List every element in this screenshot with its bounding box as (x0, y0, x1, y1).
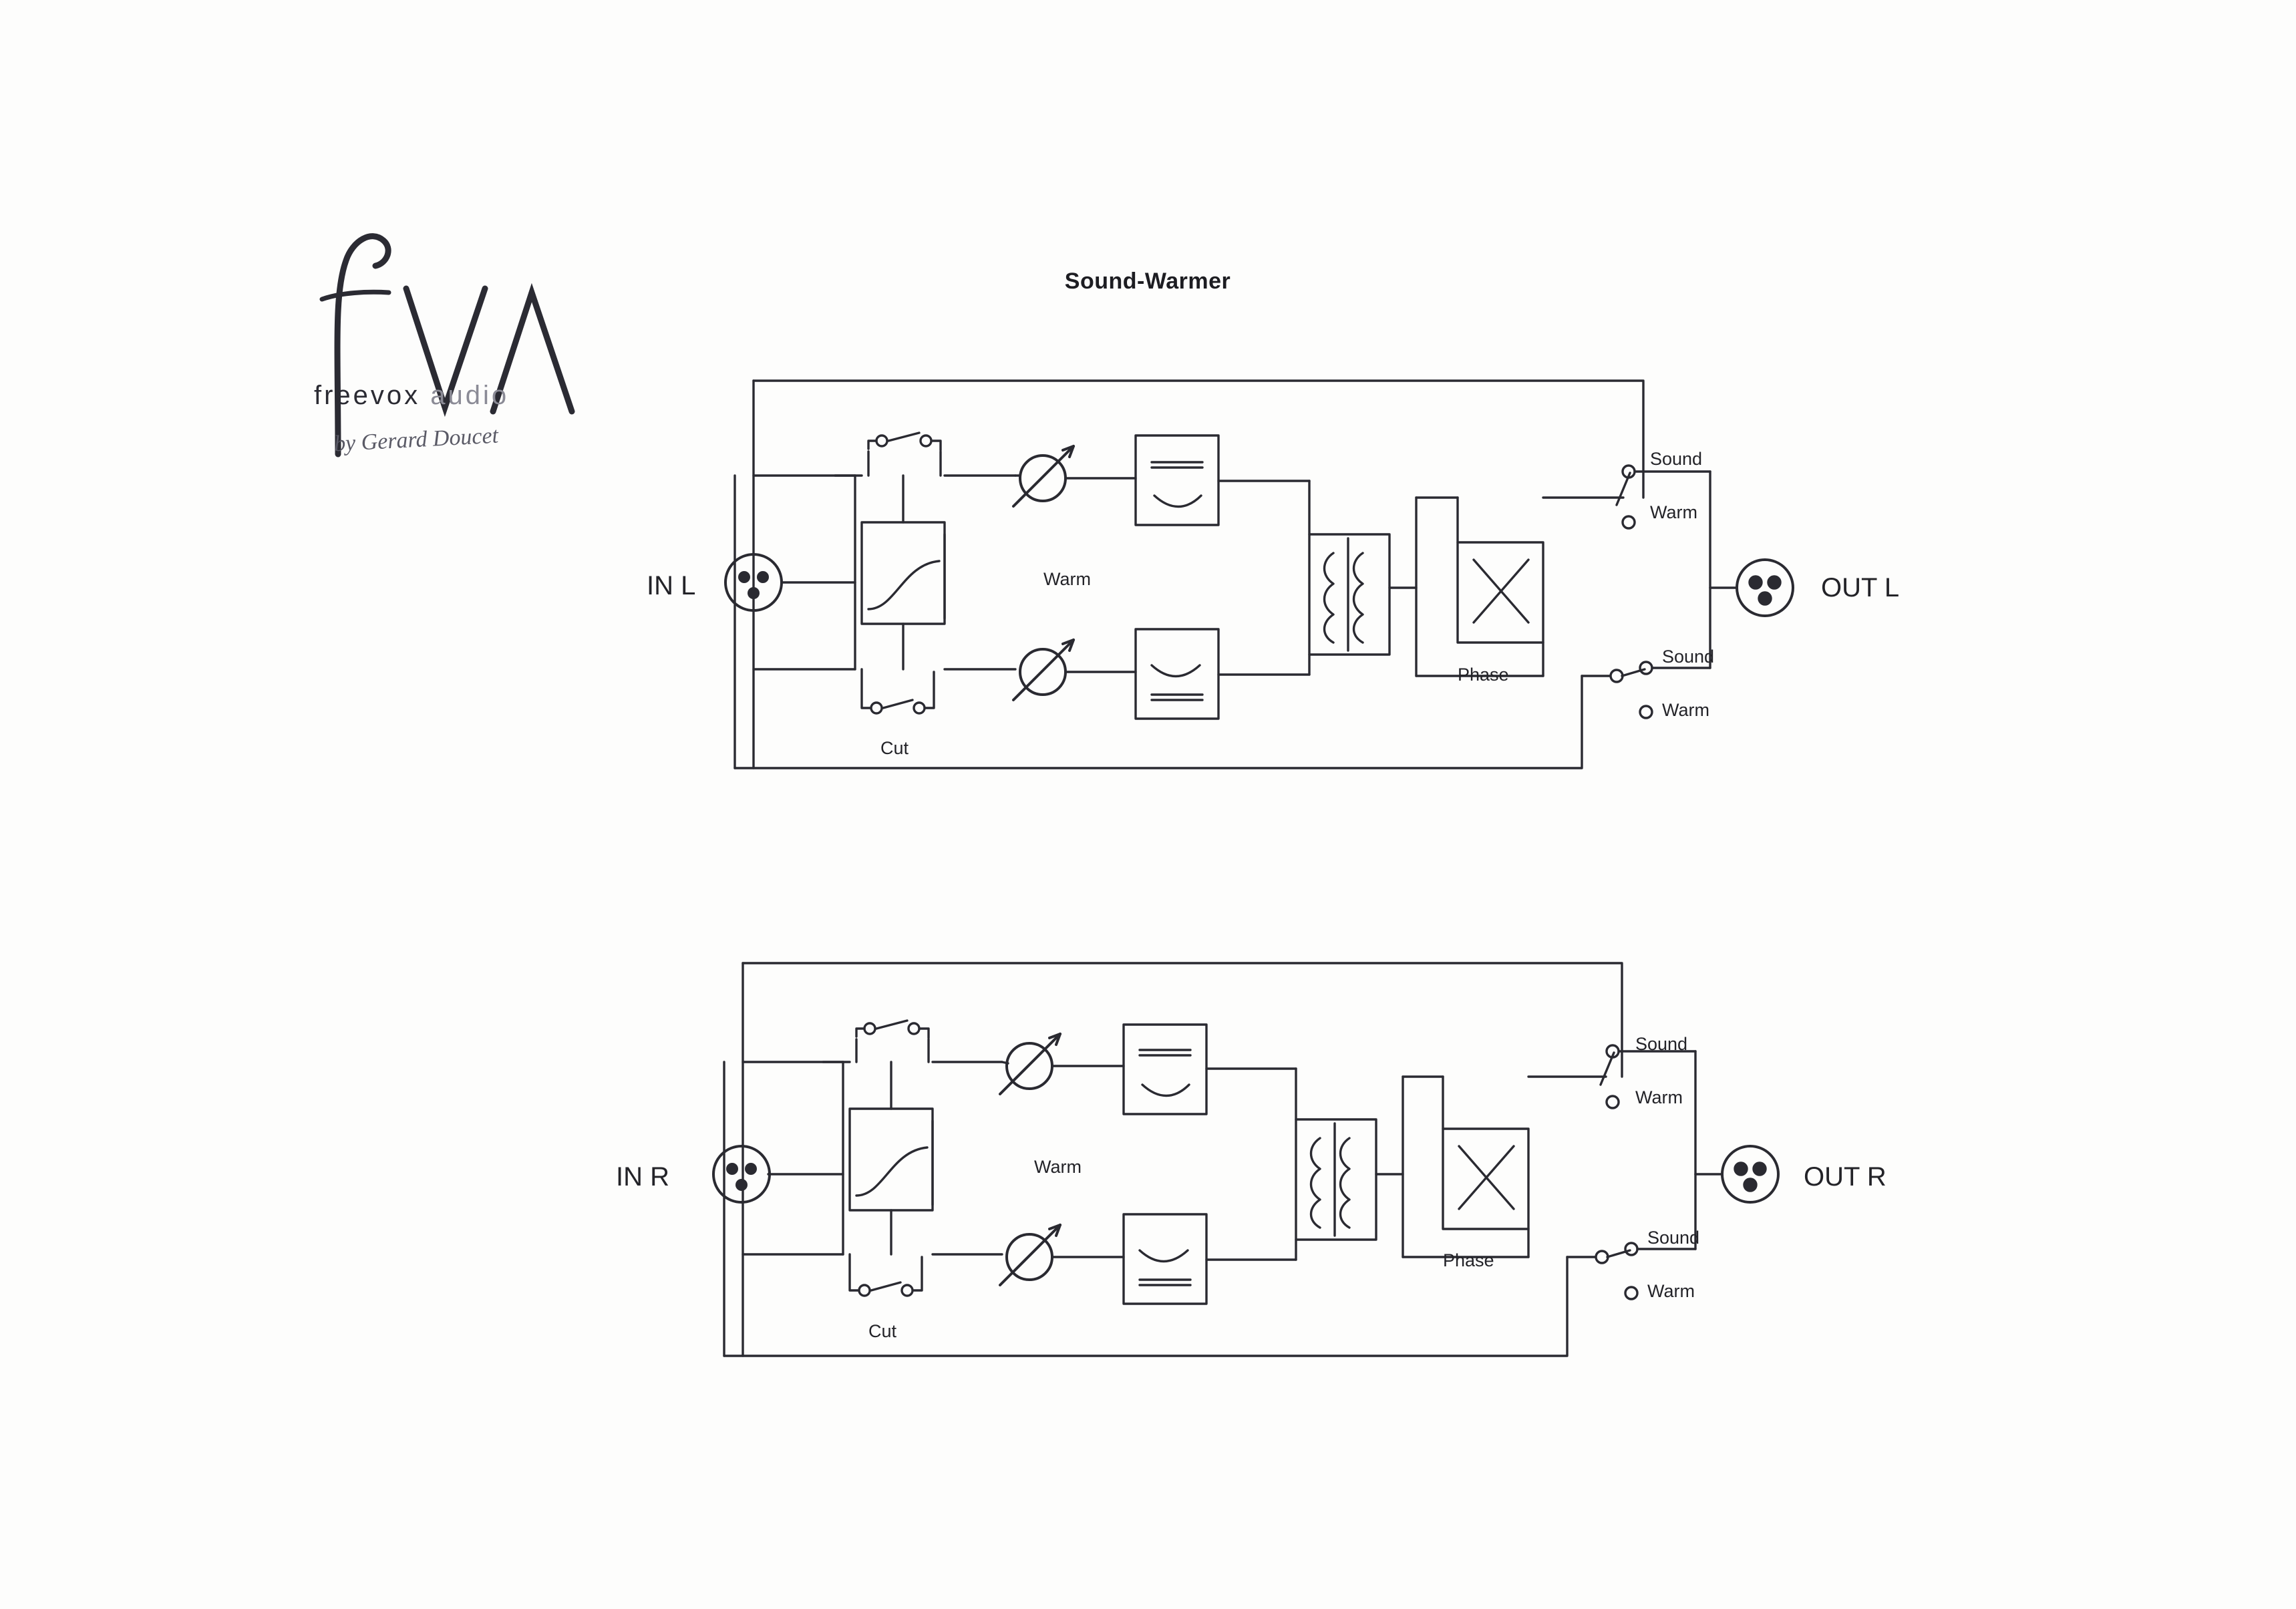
label-cut-right: Cut (868, 1321, 897, 1341)
label-warm-top-right: Warm (1635, 1087, 1683, 1107)
label-output-right: OUT R (1804, 1162, 1887, 1192)
page-title: Sound-Warmer (1064, 269, 1231, 294)
channel-left-schematic (735, 381, 1793, 768)
label-warm-bottom-left: Warm (1662, 700, 1709, 720)
label-warm-right: Warm (1034, 1157, 1082, 1177)
channel-right-schematic (724, 963, 1778, 1356)
label-sound-top-left: Sound (1650, 449, 1703, 469)
label-cut-left: Cut (880, 738, 909, 758)
label-input-right: IN R (616, 1162, 669, 1192)
label-input-left: IN L (647, 571, 696, 600)
label-output-left: OUT L (1821, 573, 1900, 602)
label-phase-right: Phase (1443, 1250, 1494, 1270)
brand-wordmark-main: freevox (314, 381, 421, 410)
label-sound-top-right: Sound (1635, 1034, 1688, 1054)
label-sound-bottom-left: Sound (1662, 647, 1715, 667)
brand-byline: by Gerard Doucet (333, 423, 499, 457)
cut-switch-top (868, 433, 941, 450)
label-warm-bottom-right: Warm (1647, 1281, 1695, 1301)
cut-switch-top-right (856, 1021, 929, 1038)
label-sound-bottom-right: Sound (1647, 1228, 1700, 1248)
brand-wordmark-light: audio (430, 381, 510, 410)
cut-switch-bottom-right (850, 1254, 922, 1296)
label-warm-left: Warm (1043, 569, 1091, 589)
label-warm-top-left: Warm (1650, 502, 1697, 522)
label-phase-left: Phase (1458, 665, 1509, 685)
cut-switch-bottom (862, 669, 934, 713)
input-connector-right (713, 1146, 770, 1202)
